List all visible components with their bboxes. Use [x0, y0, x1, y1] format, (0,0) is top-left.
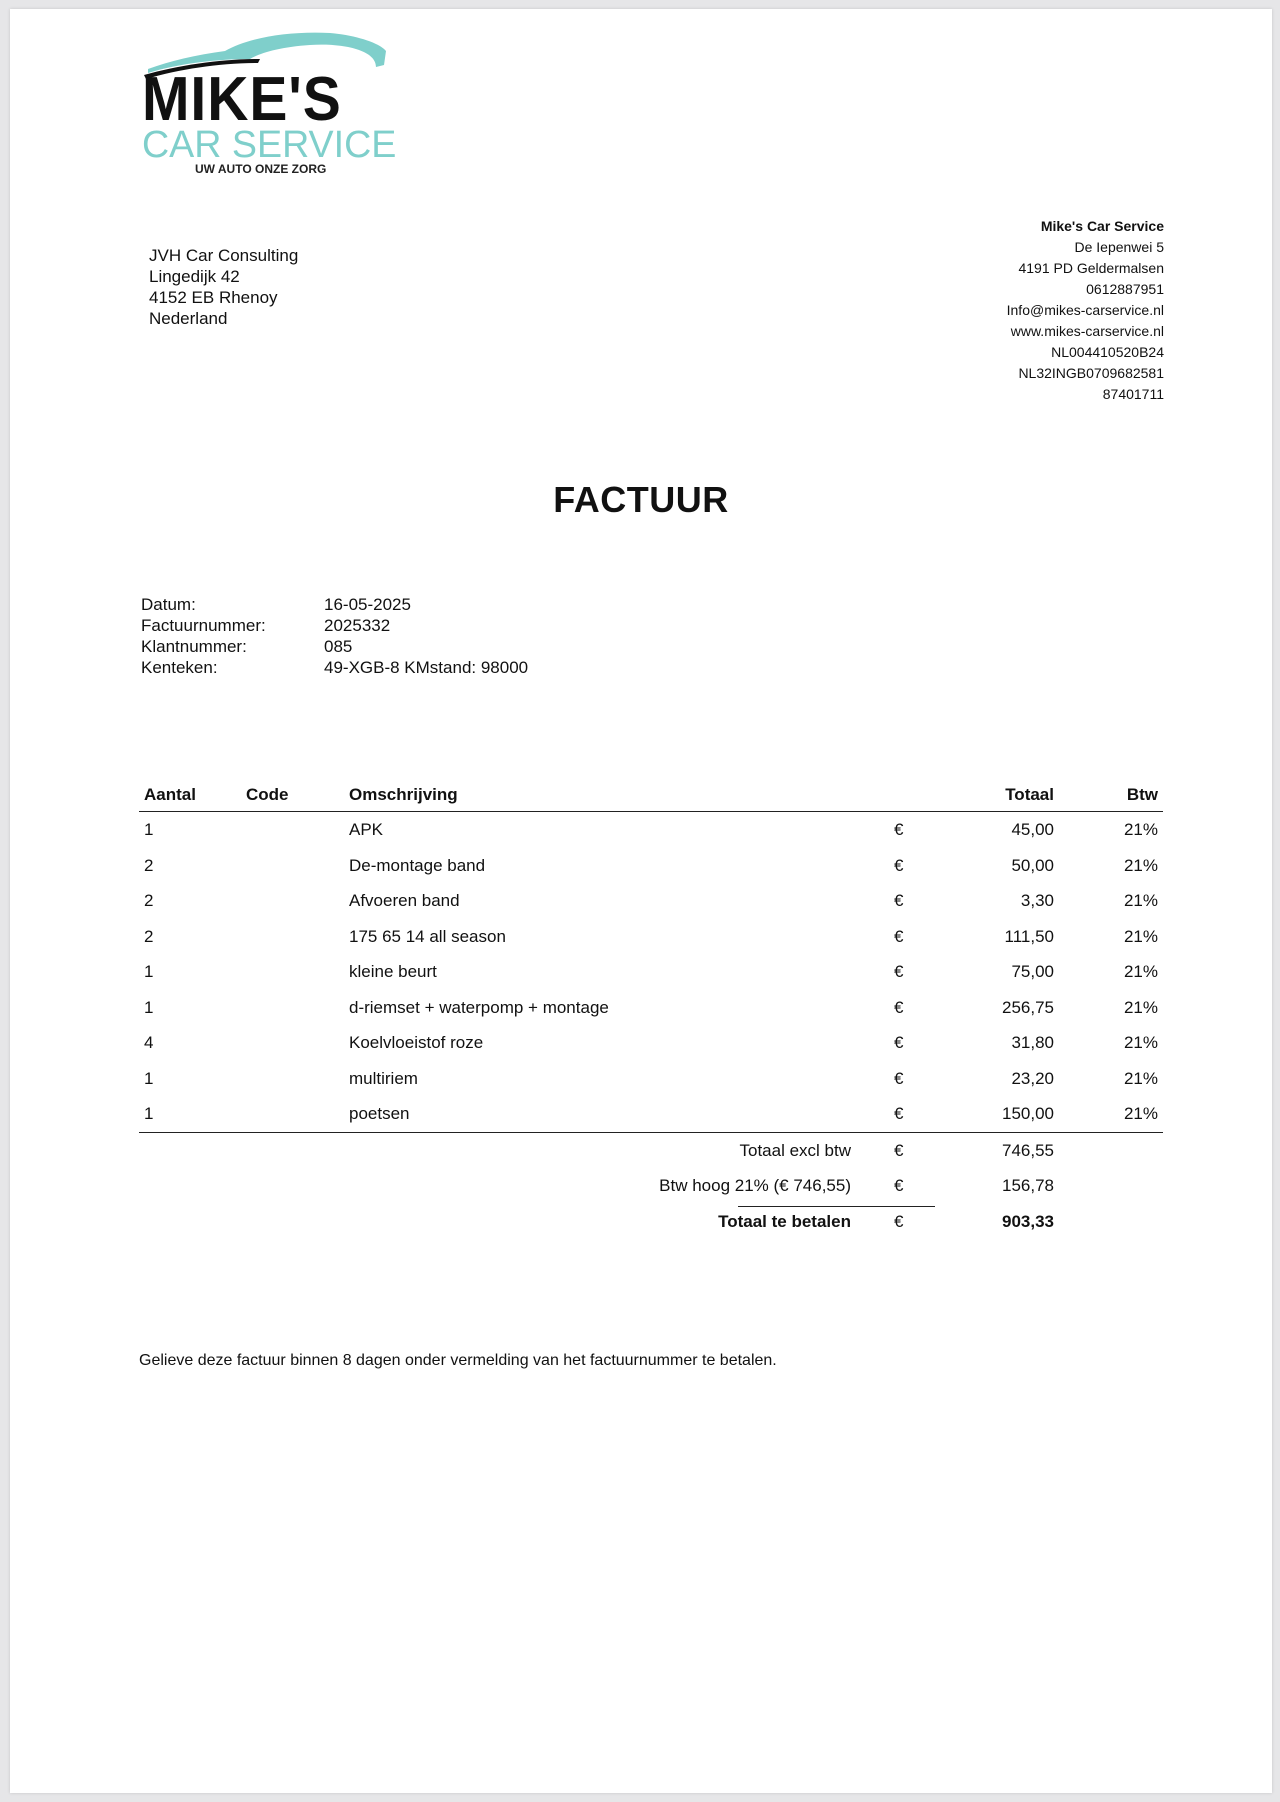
subtotal-row — [139, 1133, 1163, 1169]
cell-currency: € — [894, 891, 904, 910]
logo-tagline: UW AUTO ONZE ZORG — [195, 162, 327, 176]
invoice-number-label: Factuurnummer: — [141, 616, 266, 635]
table-row — [139, 990, 1163, 1026]
cell-currency: € — [894, 926, 904, 946]
cell-aantal: 2 — [144, 891, 154, 910]
sender-vat: NL004410520B24 — [1051, 344, 1164, 360]
vat-row — [139, 1168, 1163, 1204]
cell-omschrijving: Koelvloeistof roze — [349, 1033, 484, 1052]
cell-aantal: 2 — [144, 926, 154, 946]
cell-totaal: 150,00 — [1002, 1104, 1054, 1123]
invoice-page — [10, 9, 1272, 1793]
date-label: Datum: — [141, 595, 196, 614]
table-header — [139, 777, 1163, 812]
table-row — [139, 919, 1163, 955]
header-omschrijving: Omschrijving — [349, 785, 458, 804]
subtotal-currency: € — [894, 1140, 904, 1160]
cell-omschrijving: poetsen — [349, 1104, 410, 1123]
customer-number-value: 085 — [324, 637, 353, 656]
cell-aantal: 1 — [144, 1104, 154, 1123]
logo-text-mikes: MIKE'S — [142, 65, 342, 134]
total-label: Totaal te betalen — [718, 1211, 851, 1231]
cell-aantal: 1 — [144, 962, 154, 981]
document-title: FACTUUR — [553, 479, 729, 520]
client-street: Lingedijk 42 — [149, 267, 240, 286]
client-country: Nederland — [149, 309, 228, 328]
cell-totaal: 50,00 — [1011, 855, 1054, 875]
invoice-meta — [141, 594, 528, 678]
table-row — [139, 1025, 1163, 1061]
cell-aantal: 1 — [144, 997, 154, 1017]
sender-iban: NL32INGB0709682581 — [1018, 365, 1164, 381]
cell-totaal: 45,00 — [1011, 820, 1054, 839]
company-logo — [140, 29, 397, 179]
cell-btw: 21% — [1123, 1033, 1158, 1052]
cell-currency: € — [894, 1033, 904, 1052]
cell-btw: 21% — [1123, 962, 1158, 981]
cell-btw: 21% — [1123, 891, 1158, 910]
cell-aantal: 1 — [144, 1068, 154, 1088]
header-aantal: Aantal — [144, 785, 196, 804]
cell-btw: 21% — [1123, 820, 1158, 839]
sender-city: 4191 PD Geldermalsen — [1018, 260, 1164, 276]
subtotal-value: 746,55 — [1002, 1140, 1054, 1160]
cell-totaal: 75,00 — [1011, 962, 1054, 981]
header-totaal: Totaal — [1005, 785, 1054, 804]
table-row — [139, 1061, 1163, 1097]
invoice-table — [139, 777, 1163, 1239]
cell-totaal: 256,75 — [1002, 997, 1054, 1017]
cell-currency: € — [894, 1104, 904, 1123]
client-address — [149, 245, 298, 329]
cell-btw: 21% — [1123, 997, 1158, 1017]
table-row — [139, 954, 1163, 990]
cell-currency: € — [894, 997, 904, 1017]
total-value: 903,33 — [1002, 1211, 1054, 1231]
sender-phone: 0612887951 — [1086, 281, 1164, 297]
cell-currency: € — [894, 962, 904, 981]
cell-omschrijving: kleine beurt — [349, 962, 437, 981]
cell-currency: € — [894, 855, 904, 875]
cell-btw: 21% — [1123, 1068, 1158, 1088]
client-city: 4152 EB Rhenoy — [149, 288, 278, 307]
vat-currency: € — [894, 1176, 904, 1195]
subtotal-label: Totaal excl btw — [739, 1140, 851, 1160]
table-row — [139, 848, 1163, 884]
sender-kvk: 87401711 — [1102, 386, 1164, 402]
cell-omschrijving: De-montage band — [349, 855, 486, 875]
total-divider — [738, 1206, 935, 1207]
table-row — [139, 1096, 1163, 1133]
cell-omschrijving: APK — [349, 820, 384, 839]
table-body — [139, 812, 1163, 1133]
table-row — [139, 812, 1163, 848]
logo-text-car-service: CAR SERVICE — [142, 124, 397, 166]
cell-totaal: 3,30 — [1020, 891, 1054, 910]
cell-omschrijving: 175 65 14 all season — [349, 926, 506, 946]
cell-currency: € — [894, 820, 904, 839]
sender-name: Mike's Car Service — [1040, 218, 1164, 234]
date-value: 16-05-2025 — [324, 595, 411, 614]
sender-email: Info@mikes-carservice.nl — [1006, 302, 1164, 318]
header-code: Code — [246, 785, 289, 804]
sender-address — [1007, 216, 1164, 405]
invoice-number-value: 2025332 — [324, 616, 391, 635]
table-row — [139, 883, 1163, 919]
customer-number-label: Klantnummer: — [141, 637, 247, 656]
cell-totaal: 111,50 — [1004, 926, 1054, 946]
total-row — [139, 1204, 1163, 1240]
vat-value: 156,78 — [1002, 1176, 1054, 1195]
cell-currency: € — [894, 1068, 904, 1088]
client-name: JVH Car Consulting — [149, 246, 299, 265]
license-plate-label: Kenteken: — [141, 658, 218, 677]
cell-btw: 21% — [1123, 855, 1158, 875]
cell-aantal: 1 — [144, 820, 154, 839]
cell-btw: 21% — [1123, 1104, 1158, 1123]
cell-omschrijving: Afvoeren band — [349, 891, 460, 910]
cell-aantal: 2 — [144, 855, 154, 875]
vat-label: Btw hoog 21% (€ 746,55) — [659, 1176, 851, 1195]
payment-note: Gelieve deze factuur binnen 8 dagen onder vermelding van het factuurnummer te betalen. — [139, 1352, 777, 1369]
cell-omschrijving: multiriem — [349, 1068, 418, 1088]
cell-totaal: 23,20 — [1011, 1068, 1054, 1088]
license-plate-value: 49-XGB-8 KMstand: 98000 — [324, 658, 529, 677]
sender-website: www.mikes-carservice.nl — [1010, 323, 1164, 339]
cell-totaal: 31,80 — [1011, 1033, 1054, 1052]
cell-aantal: 4 — [144, 1033, 154, 1052]
total-currency: € — [894, 1211, 904, 1231]
sender-street: De Iepenwei 5 — [1074, 239, 1164, 255]
cell-omschrijving: d-riemset + waterpomp + montage — [349, 997, 609, 1017]
header-btw: Btw — [1126, 785, 1158, 804]
cell-btw: 21% — [1123, 926, 1158, 946]
